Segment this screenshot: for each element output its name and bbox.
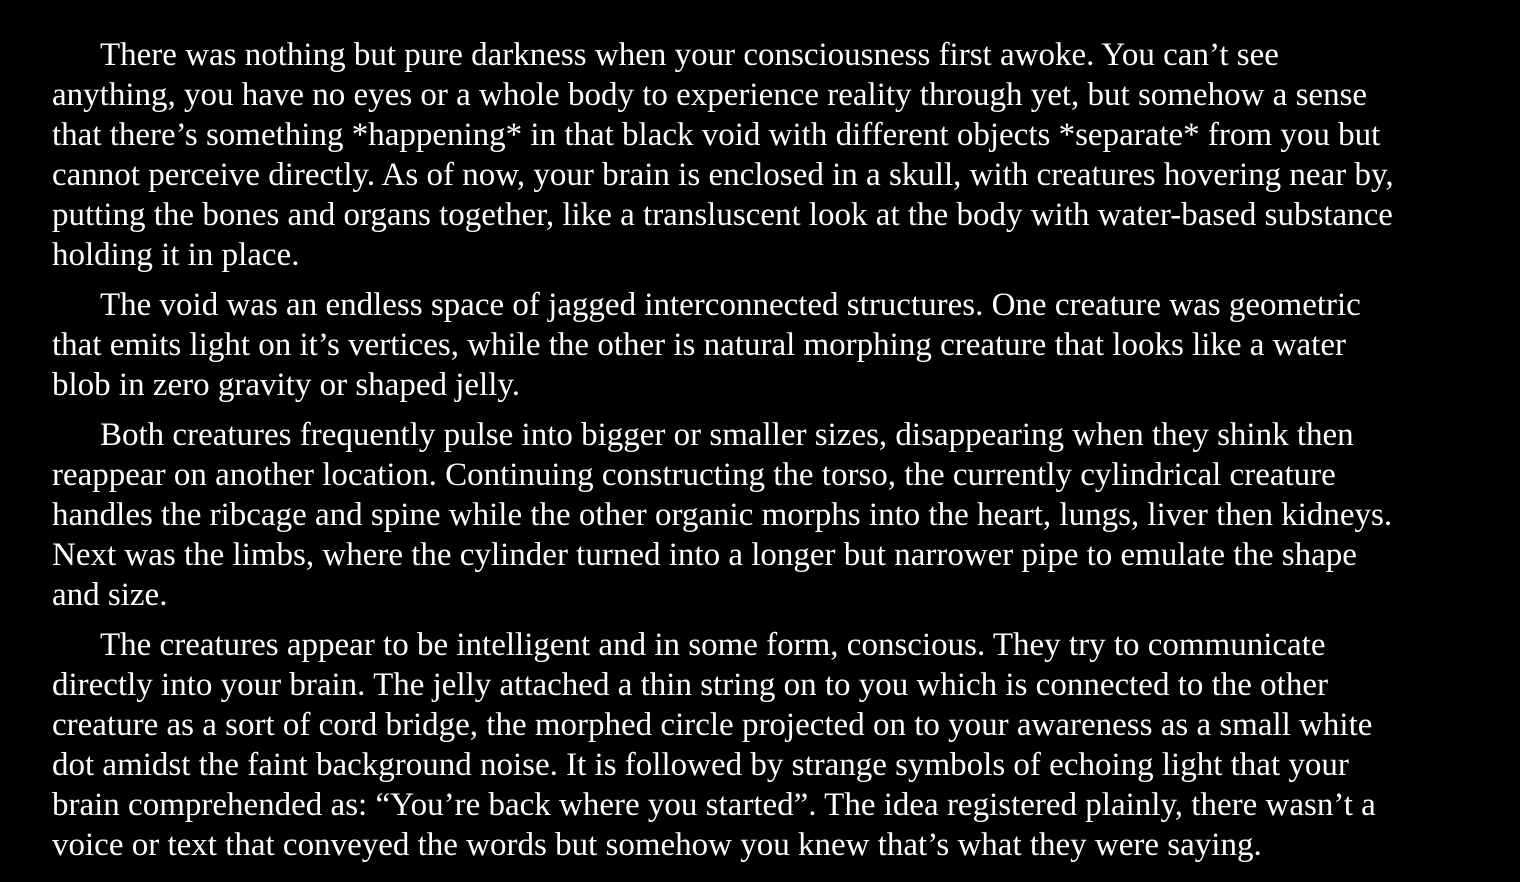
text-line: and size. bbox=[52, 577, 168, 613]
text-line: dot amidst the faint background noise. It is followed by strange symbols of echoing light that your bbox=[52, 747, 1349, 783]
text-line: reappear on another location. Continuing constructing the torso, the currently cylindrical creature bbox=[52, 457, 1336, 493]
text-line: that there’s something *happening* in that black void with different objects *separate* from you but bbox=[52, 117, 1381, 153]
text-line: handles the ribcage and spine while the other organic morphs into the heart, lungs, liver then kidneys. bbox=[52, 497, 1393, 533]
text-line: brain comprehended as: “You’re back where you started”. The idea registered plainly, there wasn’t a bbox=[52, 787, 1376, 823]
text-line: that emits light on it’s vertices, while the other is natural morphing creature that looks like a water bbox=[52, 327, 1346, 363]
text-line: The void was an endless space of jagged interconnected structures. One creature was geometric bbox=[100, 287, 1361, 323]
paragraph-2 bbox=[52, 285, 1482, 405]
text-line: creature as a sort of cord bridge, the morphed circle projected on to your awareness as a small white bbox=[52, 707, 1373, 743]
text-line: directly into your brain. The jelly attached a thin string on to you which is connected to the other bbox=[52, 667, 1328, 703]
text-line: The creatures appear to be intelligent and in some form, conscious. They try to communicate bbox=[100, 627, 1326, 663]
paragraph-4 bbox=[52, 625, 1482, 865]
document-body bbox=[52, 35, 1482, 875]
text-line: blob in zero gravity or shaped jelly. bbox=[52, 367, 520, 403]
text-line: Next was the limbs, where the cylinder turned into a longer but narrower pipe to emulate the shape bbox=[52, 537, 1357, 573]
text-line: cannot perceive directly. As of now, your brain is enclosed in a skull, with creatures hovering near by, bbox=[52, 157, 1394, 193]
text-line: holding it in place. bbox=[52, 237, 300, 273]
text-line: There was nothing but pure darkness when your consciousness first awoke. You can’t see bbox=[100, 37, 1279, 73]
text-line: voice or text that conveyed the words but somehow you knew that’s what they were saying. bbox=[52, 827, 1262, 863]
paragraph-1 bbox=[52, 35, 1482, 275]
paragraph-3 bbox=[52, 415, 1482, 615]
text-line: putting the bones and organs together, like a transluscent look at the body with water-based substance bbox=[52, 197, 1393, 233]
text-line: Both creatures frequently pulse into bigger or smaller sizes, disappearing when they shink then bbox=[100, 417, 1354, 453]
text-line: anything, you have no eyes or a whole body to experience reality through yet, but somehow a sense bbox=[52, 77, 1368, 113]
